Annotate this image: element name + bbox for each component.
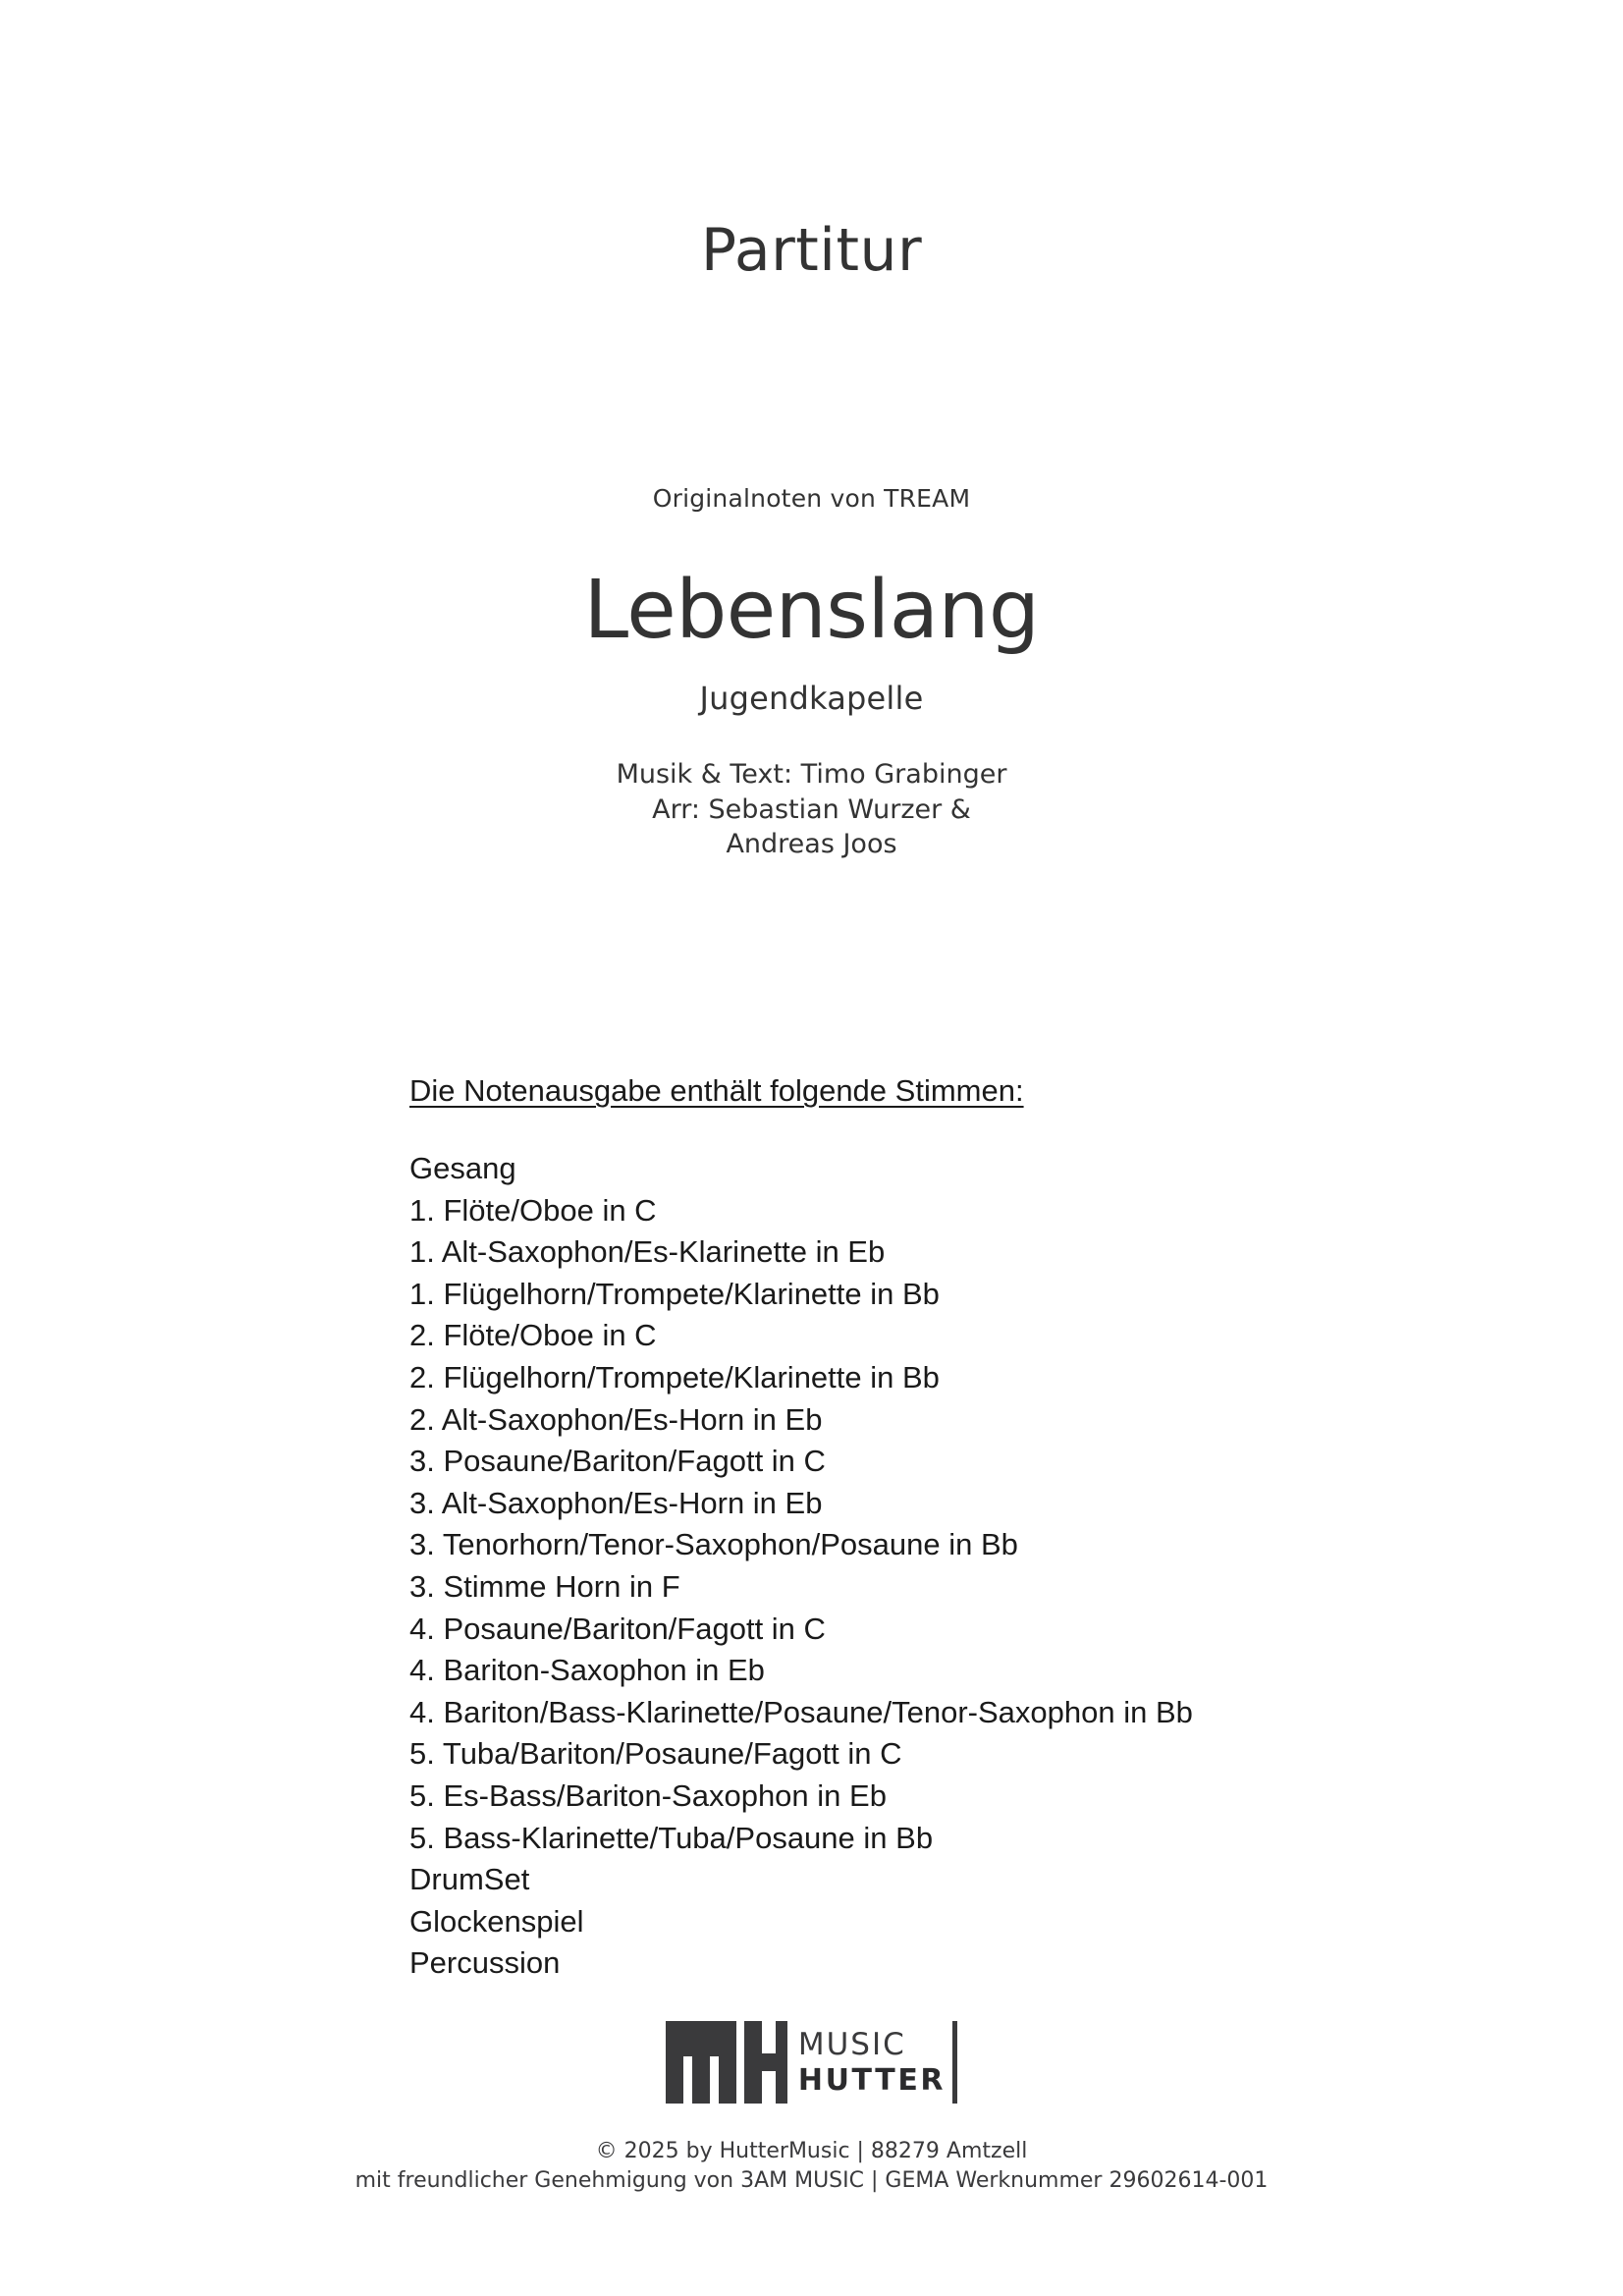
parts-list-heading: Die Notenausgabe enthält folgende Stimmen: bbox=[409, 1073, 1024, 1108]
list-item: 4. Posaune/Bariton/Fagott in C bbox=[409, 1611, 826, 1646]
list-item: 4. Bariton/Bass-Klarinette/Posaune/Tenor-Saxophon in Bb bbox=[409, 1694, 1193, 1729]
copyright-line: © 2025 by HutterMusic | 88279 Amtzell bbox=[595, 2139, 1028, 2163]
list-item: 2. Alt-Saxophon/Es-Horn in Eb bbox=[409, 1401, 823, 1437]
list-item: 1. Flöte/Oboe in C bbox=[409, 1192, 657, 1228]
parts-section bbox=[409, 1073, 1193, 1985]
credits-block bbox=[0, 757, 1623, 862]
publisher-logo bbox=[0, 2021, 1623, 2104]
parts-list bbox=[409, 1148, 1193, 1985]
copyright-footer bbox=[0, 2137, 1623, 2197]
logo-word-music: MUSIC bbox=[797, 2027, 906, 2063]
credit-music-text: Musik & Text: Timo Grabinger bbox=[616, 759, 1007, 790]
list-item: 5. Tuba/Bariton/Posaune/Fagott in C bbox=[409, 1736, 902, 1772]
list-item: 1. Flügelhorn/Trompete/Klarinette in Bb bbox=[409, 1276, 940, 1311]
list-item: 3. Stimme Horn in F bbox=[409, 1568, 680, 1604]
license-line: mit freundlicher Genehmigung von 3AM MUSIC | GEMA Werknummer 29602614-001 bbox=[354, 2168, 1269, 2194]
mh-monogram-icon bbox=[666, 2021, 787, 2104]
list-item: 5. Es-Bass/Bariton-Saxophon in Eb bbox=[409, 1777, 887, 1813]
logo-inner bbox=[666, 2021, 957, 2104]
list-item: 3. Alt-Saxophon/Es-Horn in Eb bbox=[409, 1485, 823, 1520]
list-item: Percussion bbox=[409, 1945, 561, 1981]
page-title: Lebenslang bbox=[583, 564, 1040, 657]
list-item: 3. Tenorhorn/Tenor-Saxophon/Posaune in Bb bbox=[409, 1527, 1018, 1562]
list-item: 2. Flügelhorn/Trompete/Klarinette in Bb bbox=[409, 1359, 940, 1394]
source-note: Originalnoten von TREAM bbox=[652, 484, 971, 513]
score-type-heading: Partitur bbox=[700, 216, 923, 285]
list-item: 4. Bariton-Saxophon in Eb bbox=[409, 1653, 765, 1688]
list-item: Glockenspiel bbox=[409, 1903, 584, 1939]
list-item: 5. Bass-Klarinette/Tuba/Posaune in Bb bbox=[409, 1820, 934, 1855]
logo-word-hutter: HUTTER bbox=[797, 2062, 947, 2098]
logo-wordmark bbox=[787, 2021, 957, 2104]
credit-arranger-line-1: Arr: Sebastian Wurzer & bbox=[652, 793, 971, 825]
list-item: 3. Posaune/Bariton/Fagott in C bbox=[409, 1444, 826, 1479]
list-item: 2. Flöte/Oboe in C bbox=[409, 1318, 657, 1353]
list-item: Gesang bbox=[409, 1151, 516, 1185]
credit-arranger-line-2: Andreas Joos bbox=[726, 829, 897, 860]
list-item: 1. Alt-Saxophon/Es-Klarinette in Eb bbox=[409, 1234, 886, 1270]
list-item: DrumSet bbox=[409, 1862, 530, 1897]
ensemble-subtitle: Jugendkapelle bbox=[699, 680, 924, 717]
